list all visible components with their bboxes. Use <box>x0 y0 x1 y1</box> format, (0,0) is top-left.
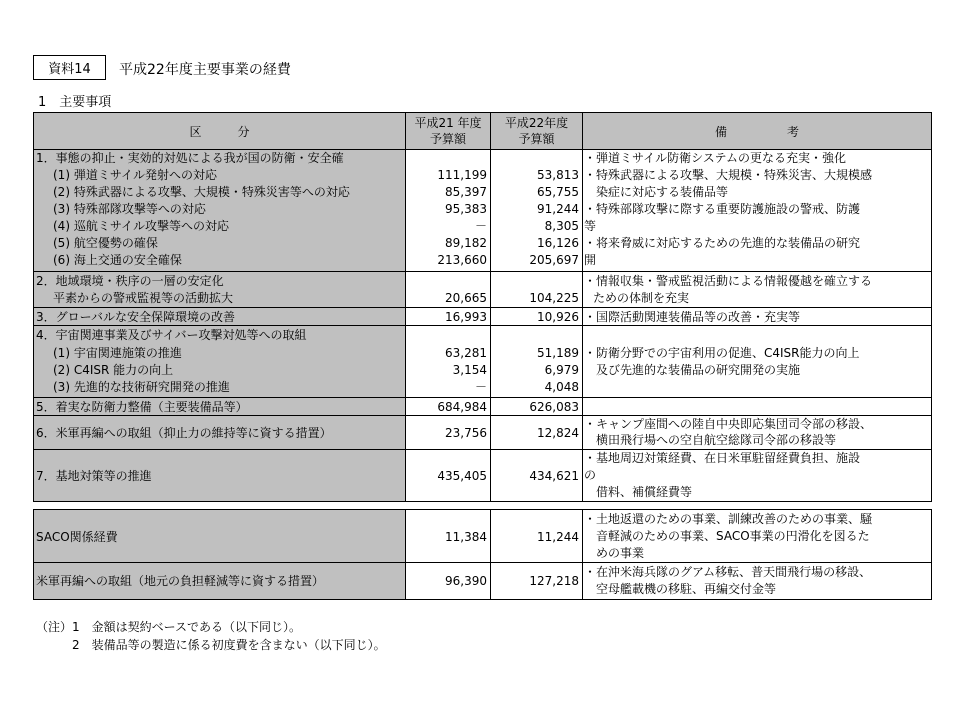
category-cell: 6．米軍再編への取組（抑止力の維持等に資する措置） <box>33 416 406 449</box>
table-row <box>33 308 932 326</box>
table-header-row <box>33 112 932 150</box>
category-cell: 1．事態の抑止・実効的対処による我が国の防衛・安全確 (1) 弾道ミサイル発射への対応 (2) 特殊武器による攻撃、大規模・特殊災害等への対応 (3) 特殊部隊攻撃等への対応 (4) 巡航ミサイル攻撃等への対応 (5) 航空優勢の確保 (6) 海上交通の安全確保 <box>33 150 406 271</box>
header-fy22: 平成22年度 予算額 <box>491 113 583 149</box>
fy22-cell: 127,218 <box>491 563 583 599</box>
remarks-cell: ・防衛分野での宇宙利用の促進、C4ISR能力の向上 及び先進的な装備品の研究開発の実施 <box>583 326 932 397</box>
fy21-cell: 20,665 <box>406 272 491 307</box>
remarks-cell <box>583 398 932 415</box>
category-cell: 7．基地対策等の推進 <box>33 450 406 501</box>
fy21-cell: 63,281 3,154 － <box>406 326 491 397</box>
table-row <box>33 326 932 398</box>
table-row <box>33 416 932 450</box>
category-cell: SACO関係経費 <box>33 510 406 562</box>
header-remarks: 備 考 <box>583 113 932 149</box>
fy21-cell: 23,756 <box>406 416 491 449</box>
fy21-cell: 11,384 <box>406 510 491 562</box>
fy22-cell: 626,083 <box>491 398 583 415</box>
document-label: 資料14 <box>48 62 91 77</box>
category-cell: 2．地域環境・秩序の一層の安定化 平素からの警戒監視等の活動拡大 <box>33 272 406 307</box>
remarks-cell: ・国際活動関連装備品等の改善・充実等 <box>583 308 932 325</box>
table-row <box>33 150 932 272</box>
header-fy21: 平成21 年度 予算額 <box>406 113 491 149</box>
remarks-cell: ・基地周辺対策経費、在日米軍駐留経費負担、施設 の 借料、補償経費等 <box>583 450 932 501</box>
header-category: 区 分 <box>33 113 406 149</box>
document-label-box <box>33 55 106 80</box>
category-cell: 5．着実な防衛力整備（主要装備品等） <box>33 398 406 415</box>
remarks-cell: ・キャンプ座間への陸自中央即応集団司令部の移設、 横田飛行場への空自航空総隊司令部の移設等 <box>583 416 932 449</box>
footnote: （注）1 金額は契約ベースである（以下同じ）。 <box>36 620 302 634</box>
category-cell: 米軍再編への取組（地元の負担軽減等に資する措置） <box>33 563 406 599</box>
fy22-cell: 51,189 6,979 4,048 <box>491 326 583 397</box>
fy21-cell: 684,984 <box>406 398 491 415</box>
category-cell: 4．宇宙関連事業及びサイバー攻撃対処等への取組 (1) 宇宙関連施策の推進 (2) C4ISR 能力の向上 (3) 先進的な技術研究開発の推進 <box>33 326 406 397</box>
table-row <box>33 509 932 563</box>
fy22-cell: 10,926 <box>491 308 583 325</box>
fy22-cell: 434,621 <box>491 450 583 501</box>
fy22-cell: 11,244 <box>491 510 583 562</box>
remarks-cell: ・土地返還のための事業、訓練改善のための事業、騒 音軽減のための事業、SACO事業の円滑化を図るた めの事業 <box>583 510 932 562</box>
document-title: 平成22年度主要事業の経費 <box>119 62 291 78</box>
table-row <box>33 563 932 600</box>
section-title: 1 主要事項 <box>38 95 112 110</box>
table-row <box>33 272 932 308</box>
fy22-cell: 12,824 <box>491 416 583 449</box>
category-cell: 3．グローバルな安全保障環境の改善 <box>33 308 406 325</box>
fy22-cell: 53,813 65,755 91,244 8,305 16,126 205,697 <box>491 150 583 271</box>
remarks-cell: ・情報収集・警戒監視活動による情報優越を確立する ための体制を充実 <box>583 272 932 307</box>
remarks-cell: ・在沖米海兵隊のグアム移転、普天間飛行場の移設、 空母艦載機の移駐、再編交付金等 <box>583 563 932 599</box>
table-row <box>33 398 932 416</box>
fy21-cell: 435,405 <box>406 450 491 501</box>
footnote: 2 装備品等の製造に係る初度費を含まない（以下同じ）。 <box>36 638 386 652</box>
fy21-cell: 16,993 <box>406 308 491 325</box>
table-row <box>33 450 932 502</box>
remarks-cell: ・弾道ミサイル防衛システムの更なる充実・強化 ・特殊武器による攻撃、大規模・特殊災害、大規模感 染症に対応する装備品等 ・特殊部隊攻撃に際する重要防護施設の警戒、防護 等 ・将来脅威に対応するための先進的な装備品の研究 開 <box>583 150 932 271</box>
fy21-cell: 111,199 85,397 95,383 － 89,182 213,660 <box>406 150 491 271</box>
fy21-cell: 96,390 <box>406 563 491 599</box>
fy22-cell: 104,225 <box>491 272 583 307</box>
